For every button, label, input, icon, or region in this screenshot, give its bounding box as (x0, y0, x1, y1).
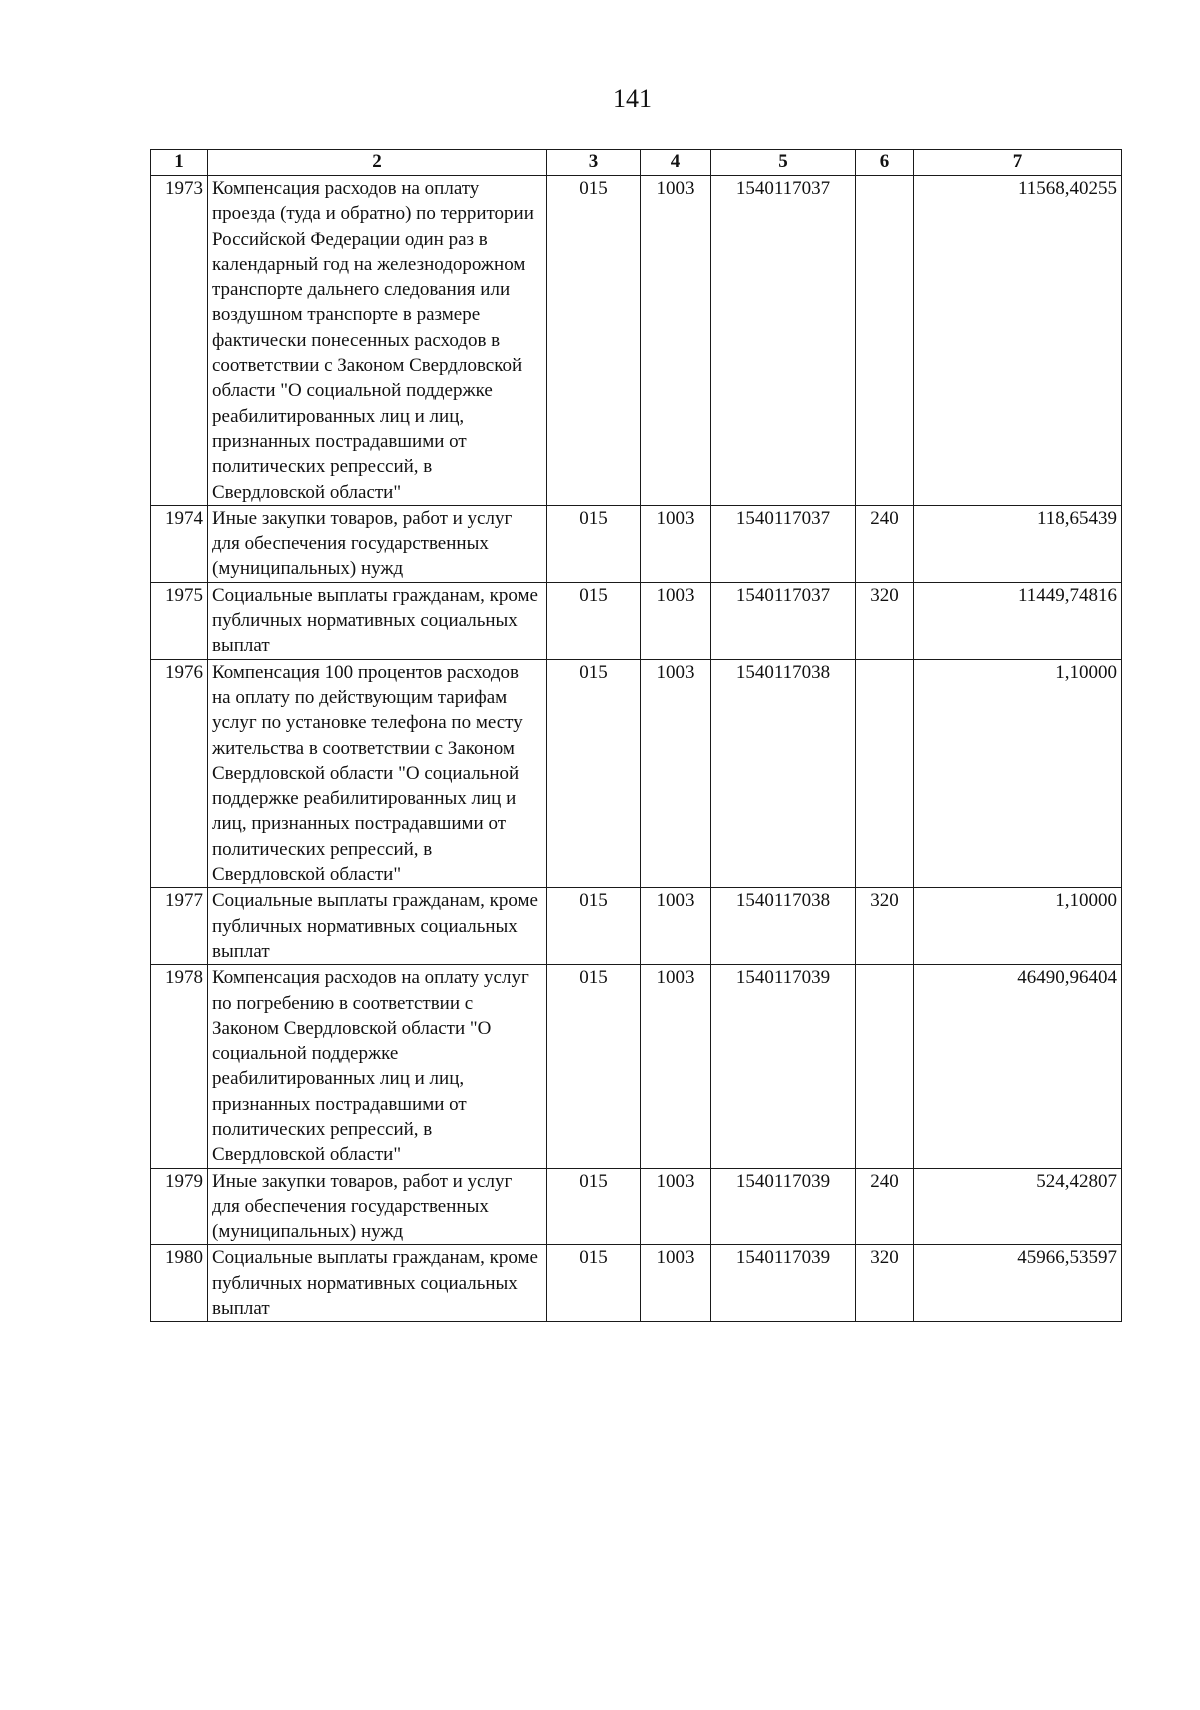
cell-col-5: 1540117038 (711, 888, 856, 965)
table-row (151, 582, 1122, 659)
row-number: 1973 (151, 176, 208, 506)
row-number: 1976 (151, 659, 208, 888)
cell-col-6: 240 (856, 1168, 914, 1245)
cell-col-6 (856, 659, 914, 888)
row-number: 1974 (151, 505, 208, 582)
cell-col-5: 1540117039 (711, 1245, 856, 1322)
cell-col-6: 240 (856, 505, 914, 582)
cell-col-3: 015 (547, 582, 641, 659)
cell-amount: 524,42807 (914, 1168, 1122, 1245)
budget-table (150, 149, 1122, 1322)
row-number: 1977 (151, 888, 208, 965)
cell-col-3: 015 (547, 505, 641, 582)
table-row (151, 888, 1122, 965)
cell-col-6 (856, 176, 914, 506)
row-number: 1979 (151, 1168, 208, 1245)
table-row (151, 965, 1122, 1168)
row-number: 1980 (151, 1245, 208, 1322)
cell-col-5: 1540117037 (711, 505, 856, 582)
row-description: Компенсация расходов на оплату проезда (туда и обратно) по территории Российской Федерации один раз в календарный год на железнодорожном транспорте дальнего следования или воздушном транспорте в размере фактически понесенных расходов в соответствии с Законом Свердловской области "О социальной поддержке реабилитированных лиц и лиц, признанных пострадавшими от политических репрессий, в Свердловской области" (208, 176, 547, 506)
cell-col-4: 1003 (641, 582, 711, 659)
table-row (151, 1245, 1122, 1322)
cell-col-6: 320 (856, 888, 914, 965)
row-description: Социальные выплаты гражданам, кроме публичных нормативных социальных выплат (208, 888, 547, 965)
cell-col-4: 1003 (641, 659, 711, 888)
cell-col-3: 015 (547, 176, 641, 506)
cell-col-4: 1003 (641, 1245, 711, 1322)
cell-col-3: 015 (547, 888, 641, 965)
cell-col-6 (856, 965, 914, 1168)
table-row (151, 1168, 1122, 1245)
cell-amount: 1,10000 (914, 659, 1122, 888)
cell-col-4: 1003 (641, 1168, 711, 1245)
table-header-row (151, 150, 1122, 176)
column-header: 7 (914, 150, 1122, 176)
column-header: 6 (856, 150, 914, 176)
cell-col-3: 015 (547, 1245, 641, 1322)
cell-col-5: 1540117039 (711, 965, 856, 1168)
cell-col-5: 1540117037 (711, 582, 856, 659)
column-header: 3 (547, 150, 641, 176)
row-number: 1978 (151, 965, 208, 1168)
cell-col-3: 015 (547, 1168, 641, 1245)
page-number: 141 (613, 84, 652, 113)
table-row (151, 659, 1122, 888)
cell-col-4: 1003 (641, 176, 711, 506)
cell-col-4: 1003 (641, 505, 711, 582)
row-description: Иные закупки товаров, работ и услуг для обеспечения государственных (муниципальных) нужд (208, 1168, 547, 1245)
cell-col-6: 320 (856, 1245, 914, 1322)
cell-col-4: 1003 (641, 888, 711, 965)
cell-col-5: 1540117039 (711, 1168, 856, 1245)
cell-amount: 118,65439 (914, 505, 1122, 582)
row-description: Социальные выплаты гражданам, кроме публичных нормативных социальных выплат (208, 582, 547, 659)
row-number: 1975 (151, 582, 208, 659)
row-description: Социальные выплаты гражданам, кроме публичных нормативных социальных выплат (208, 1245, 547, 1322)
cell-amount: 45966,53597 (914, 1245, 1122, 1322)
cell-col-4: 1003 (641, 965, 711, 1168)
row-description: Компенсация расходов на оплату услуг по погребению в соответствии с Законом Свердловской области "О социальной поддержке реабилитированных лиц и лиц, признанных пострадавшими от политических репрессий, в Свердловской области" (208, 965, 547, 1168)
column-header: 5 (711, 150, 856, 176)
cell-col-5: 1540117037 (711, 176, 856, 506)
cell-col-5: 1540117038 (711, 659, 856, 888)
cell-amount: 11449,74816 (914, 582, 1122, 659)
row-description: Иные закупки товаров, работ и услуг для обеспечения государственных (муниципальных) нужд (208, 505, 547, 582)
cell-amount: 46490,96404 (914, 965, 1122, 1168)
column-header: 4 (641, 150, 711, 176)
table-row (151, 505, 1122, 582)
column-header: 1 (151, 150, 208, 176)
cell-col-3: 015 (547, 659, 641, 888)
cell-amount: 11568,40255 (914, 176, 1122, 506)
cell-col-6: 320 (856, 582, 914, 659)
table-row (151, 176, 1122, 506)
column-header: 2 (208, 150, 547, 176)
cell-amount: 1,10000 (914, 888, 1122, 965)
cell-col-3: 015 (547, 965, 641, 1168)
row-description: Компенсация 100 процентов расходов на оплату по действующим тарифам услуг по установке телефона по месту жительства в соответствии с Законом Свердловской области "О социальной поддержке реабилитированных лиц и лиц, признанных пострадавшими от политических репрессий, в Свердловской области" (208, 659, 547, 888)
